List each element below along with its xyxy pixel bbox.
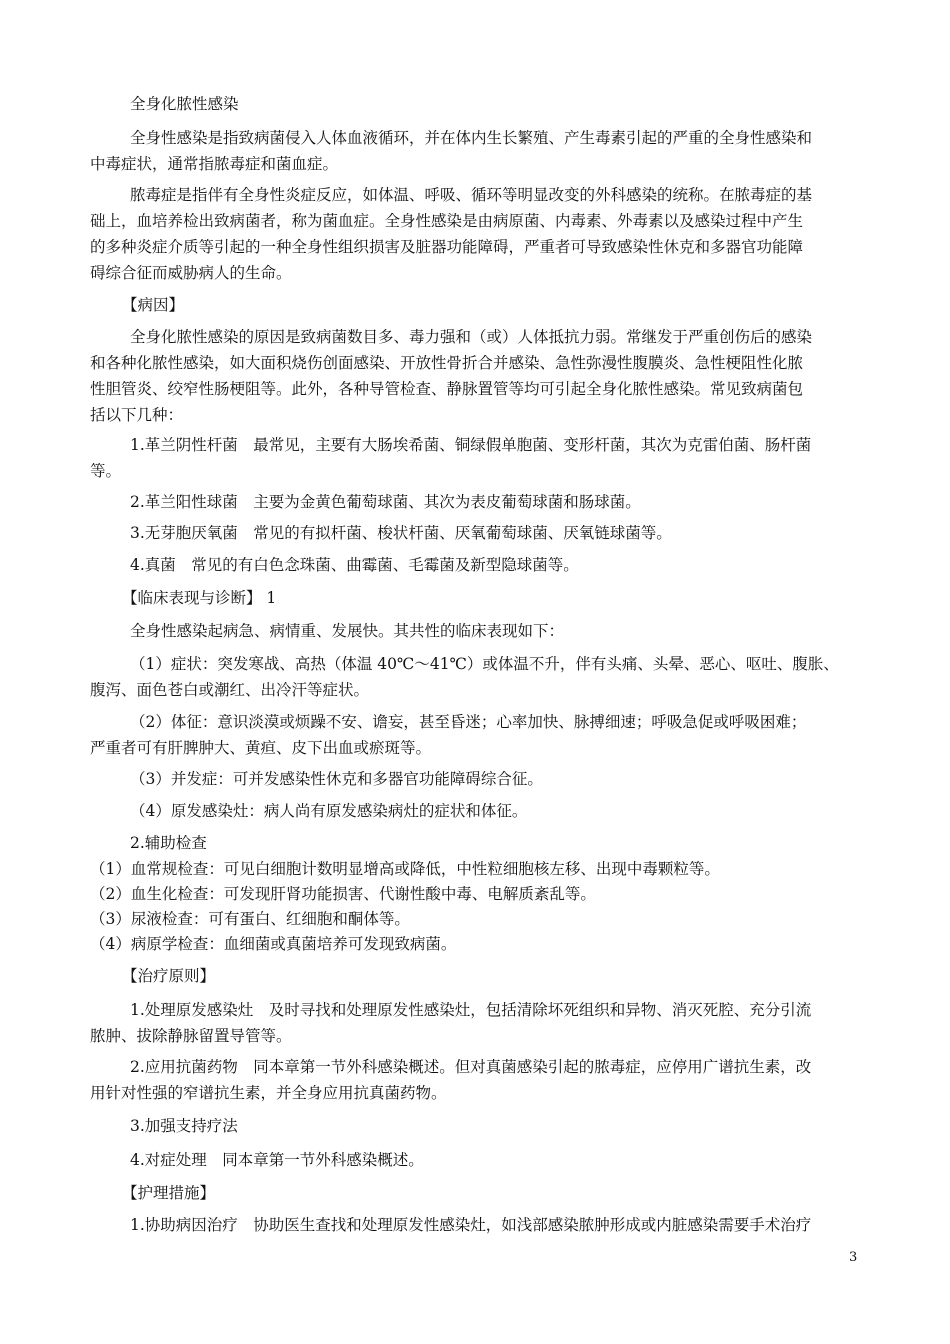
paragraph-line: 全身化脓性感染的原因是致病菌数目多、毒力强和（或）人体抵抗力弱。常继发于严重创伤后的感染 <box>130 328 813 346</box>
list-item: 1.革兰阴性杆菌 最常见，主要有大肠埃希菌、铜绿假单胞菌、变形杆菌，其次为克雷伯菌、肠杆菌 <box>130 436 812 454</box>
list-item: 严重者可有肝脾肿大、黄疸、皮下出血或瘀斑等。 <box>90 739 432 757</box>
list-item: 4.真菌 常见的有白色念珠菌、曲霉菌、毛霉菌及新型隐球菌等。 <box>130 556 579 574</box>
paragraph-line: 脓毒症是指伴有全身性炎症反应，如体温、呼吸、循环等明显改变的外科感染的统称。在脓毒症的基 <box>130 186 813 204</box>
list-item: （3）尿液检查：可有蛋白、红细胞和酮体等。 <box>90 910 410 928</box>
list-item: 4.对症处理 同本章第一节外科感染概述。 <box>130 1151 424 1169</box>
paragraph-line: 础上，血培养检出致病菌者，称为菌血症。全身性感染是由病原菌、内毒素、外毒素以及感染过程中产生 <box>90 212 804 230</box>
paragraph-line: 括以下几种： <box>90 406 184 424</box>
list-item: （1）症状：突发寒战、高热（体温 40℃～41℃）或体温不升，伴有头痛、头晕、恶心、呕吐、腹胀、 <box>130 655 839 673</box>
page-number: 3 <box>849 1250 858 1265</box>
list-item: 脓肿、拔除静脉留置导管等。 <box>90 1027 292 1045</box>
section-heading-nursing: 【护理措施】 <box>122 1184 216 1202</box>
list-item: 3.加强支持疗法 <box>130 1117 238 1135</box>
list-item: （1）血常规检查：可见白细胞计数明显增高或降低，中性粒细胞核左移、出现中毒颗粒等。 <box>90 860 720 878</box>
list-item: （2）血生化检查：可发现肝肾功能损害、代谢性酸中毒、电解质紊乱等。 <box>90 885 596 903</box>
list-item: 等。 <box>90 462 122 480</box>
list-item: 1.协助病因治疗 协助医生查找和处理原发性感染灶，如浅部感染脓肿形成或内脏感染需要手术治疗 <box>130 1216 812 1234</box>
list-item: （2）体征：意识淡漠或烦躁不安、谵妄，甚至昏迷；心率加快、脉搏细速；呼吸急促或呼吸困难； <box>130 713 807 731</box>
paragraph-line: 全身性感染是指致病菌侵入人体血液循环，并在体内生长繁殖、产生毒素引起的严重的全身性感染和 <box>130 129 813 147</box>
list-item: （3）并发症：可并发感染性休克和多器官功能障碍综合征。 <box>130 770 543 788</box>
section-heading-cause: 【病因】 <box>122 296 185 314</box>
list-item: （4）病原学检查：血细菌或真菌培养可发现致病菌。 <box>90 935 457 953</box>
list-item: 2.革兰阳性球菌 主要为金黄色葡萄球菌、其次为表皮葡萄球菌和肠球菌。 <box>130 493 641 511</box>
list-item: （4）原发感染灶：病人尚有原发感染病灶的症状和体征。 <box>130 802 528 820</box>
paragraph-line: 中毒症状，通常指脓毒症和菌血症。 <box>90 155 339 173</box>
section-title: 全身化脓性感染 <box>130 95 239 113</box>
list-item: 腹泻、面色苍白或潮红、出冷汗等症状。 <box>90 681 370 699</box>
list-item: 用针对性强的窄谱抗生素，并全身应用抗真菌药物。 <box>90 1084 447 1102</box>
section-heading-clinical: 【临床表现与诊断】 1 <box>122 589 277 607</box>
paragraph-line: 碍综合征而威胁病人的生命。 <box>90 264 292 282</box>
paragraph-line: 和各种化脓性感染，如大面积烧伤创面感染、开放性骨折合并感染、急性弥漫性腹膜炎、急性梗阻性化脓 <box>90 354 804 372</box>
paragraph-line: 全身性感染起病急、病情重、发展快。其共性的临床表现如下： <box>130 622 565 640</box>
paragraph-line: 的多种炎症介质等引起的一种全身性组织损害及脏器功能障碍，严重者可导致感染性休克和多器官功能障 <box>90 238 804 256</box>
section-heading-treatment: 【治疗原则】 <box>122 967 216 985</box>
subheading-aux-exam: 2.辅助检查 <box>130 834 207 852</box>
list-item: 2.应用抗菌药物 同本章第一节外科感染概述。但对真菌感染引起的脓毒症，应停用广谱抗生素，改 <box>130 1058 812 1076</box>
list-item: 3.无芽胞厌氧菌 常见的有拟杆菌、梭状杆菌、厌氧葡萄球菌、厌氧链球菌等。 <box>130 524 672 542</box>
list-item: 1.处理原发感染灶 及时寻找和处理原发性感染灶，包括清除坏死组织和异物、消灭死腔、充分引流 <box>130 1001 812 1019</box>
paragraph-line: 性胆管炎、绞窄性肠梗阻等。此外，各种导管检查、静脉置管等均可引起全身化脓性感染。常见致病菌包 <box>90 380 804 398</box>
